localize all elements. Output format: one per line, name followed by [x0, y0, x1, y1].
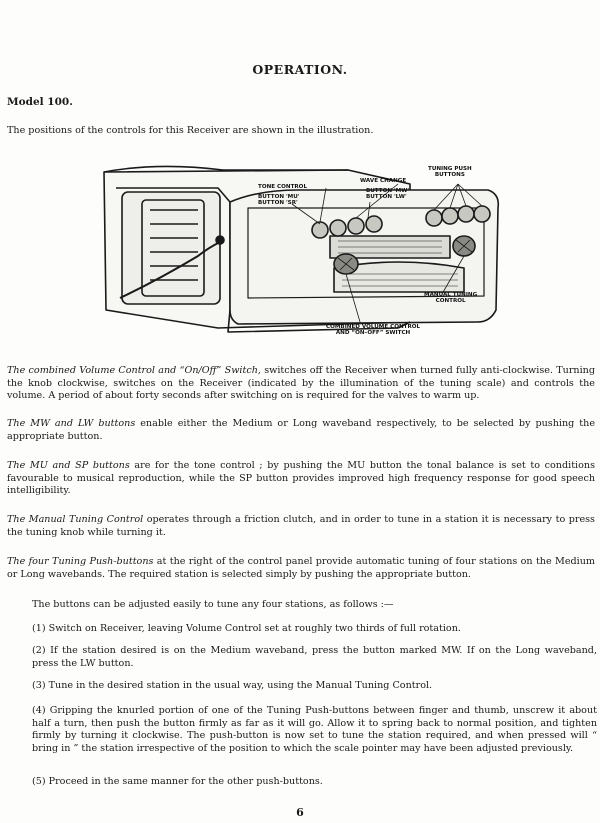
receiver-illustration — [98, 160, 508, 350]
wave-change-label: WAVE CHANGE — [360, 178, 407, 184]
paragraph-lead: The MU and SP buttons — [7, 460, 130, 471]
adjust-intro: The buttons can be adjusted easily to tune any four stations, as follows :— — [32, 599, 394, 610]
combined-volume-label: COMBINED VOLUME CONTROL AND “ON–OFF” SWITCH — [326, 324, 421, 337]
paragraph-waveband — [7, 418, 595, 443]
paragraph-lead: The combined Volume Control and “On/Off” Switch, — [7, 365, 261, 376]
manual-tuning-control-label: MANUAL TUNING CONTROL — [424, 292, 478, 305]
paragraph-tone — [7, 460, 595, 498]
paragraph-text: operates through a friction clutch, and in order to tune in a station it is necessary to press the tuning knob while turning it. — [7, 514, 595, 538]
paragraph-text: enable either the Medium or Long waveband respectively, to be selected by pushing the appropriate button. — [7, 418, 596, 442]
step-3: (3) Tune in the desired station in the usual way, using the Manual Tuning Control. — [32, 680, 433, 691]
paragraph-text: at the right of the control panel provide automatic tuning of four stations on the Medium or Long wavebands. The required station is selected simply by pushing the appropriate button. — [7, 556, 596, 580]
button-mw-lw-label: BUTTON 'MW' BUTTON 'LW' — [366, 188, 410, 201]
intro-paragraph: The positions of the controls for this Receiver are shown in the illustration. — [7, 125, 374, 136]
step-1: (1) Switch on Receiver, leaving Volume Control set at roughly two thirds of full rotation. — [32, 623, 461, 634]
paragraph-manual-tuning — [7, 514, 595, 539]
paragraph-text: are for the tone control ; by pushing the MU button the tonal balance is set to conditions favourable to musical reproduction, while the SP button provides improved high frequency response for good speech intelligibility. — [7, 460, 595, 497]
step-5: (5) Proceed in the same manner for the other push-buttons. — [32, 776, 323, 787]
model-heading: Model 100. — [7, 96, 73, 108]
page-number: 6 — [296, 806, 304, 819]
step-4: (4) Gripping the knurled portion of one of the Tuning Push-buttons between finger and thumb, unscrew it about half a turn, then push the button firmly as far as it will go. Allow it to spring back to normal position, and tighten firmly by turning it clockwise. The push-button is now set to tune the station required, and when pressed will “ bring in ” the station irrespective of the position to which the scale pointer may have been adjusted previously. — [32, 705, 597, 754]
paragraph-push-buttons — [7, 556, 595, 581]
step-2: (2) If the station desired is on the Medium waveband, press the button marked MW. If on the Long waveband, press the LW button. — [32, 645, 597, 669]
paragraph-volume — [7, 365, 595, 403]
tone-control-label: TONE CONTROL — [258, 184, 308, 190]
paragraph-lead: The Manual Tuning Control — [7, 514, 144, 525]
tuning-push-buttons-label: TUNING PUSH BUTTONS — [428, 166, 472, 179]
button-mu-sr-label: BUTTON 'MU' BUTTON 'SR' — [258, 194, 300, 207]
paragraph-lead: The MW and LW buttons — [7, 418, 136, 429]
paragraph-lead: The four Tuning Push-buttons — [7, 556, 154, 567]
page-title: OPERATION. — [252, 62, 348, 77]
paragraph-text: switches off the Receiver when turned fully anti-clockwise. Turning the knob clockwise, switches on the Receiver (indicated by the illumination of the tuning scale) and controls the volume. A period of about forty seconds after switching on is required for the valves to warm up. — [7, 365, 595, 402]
